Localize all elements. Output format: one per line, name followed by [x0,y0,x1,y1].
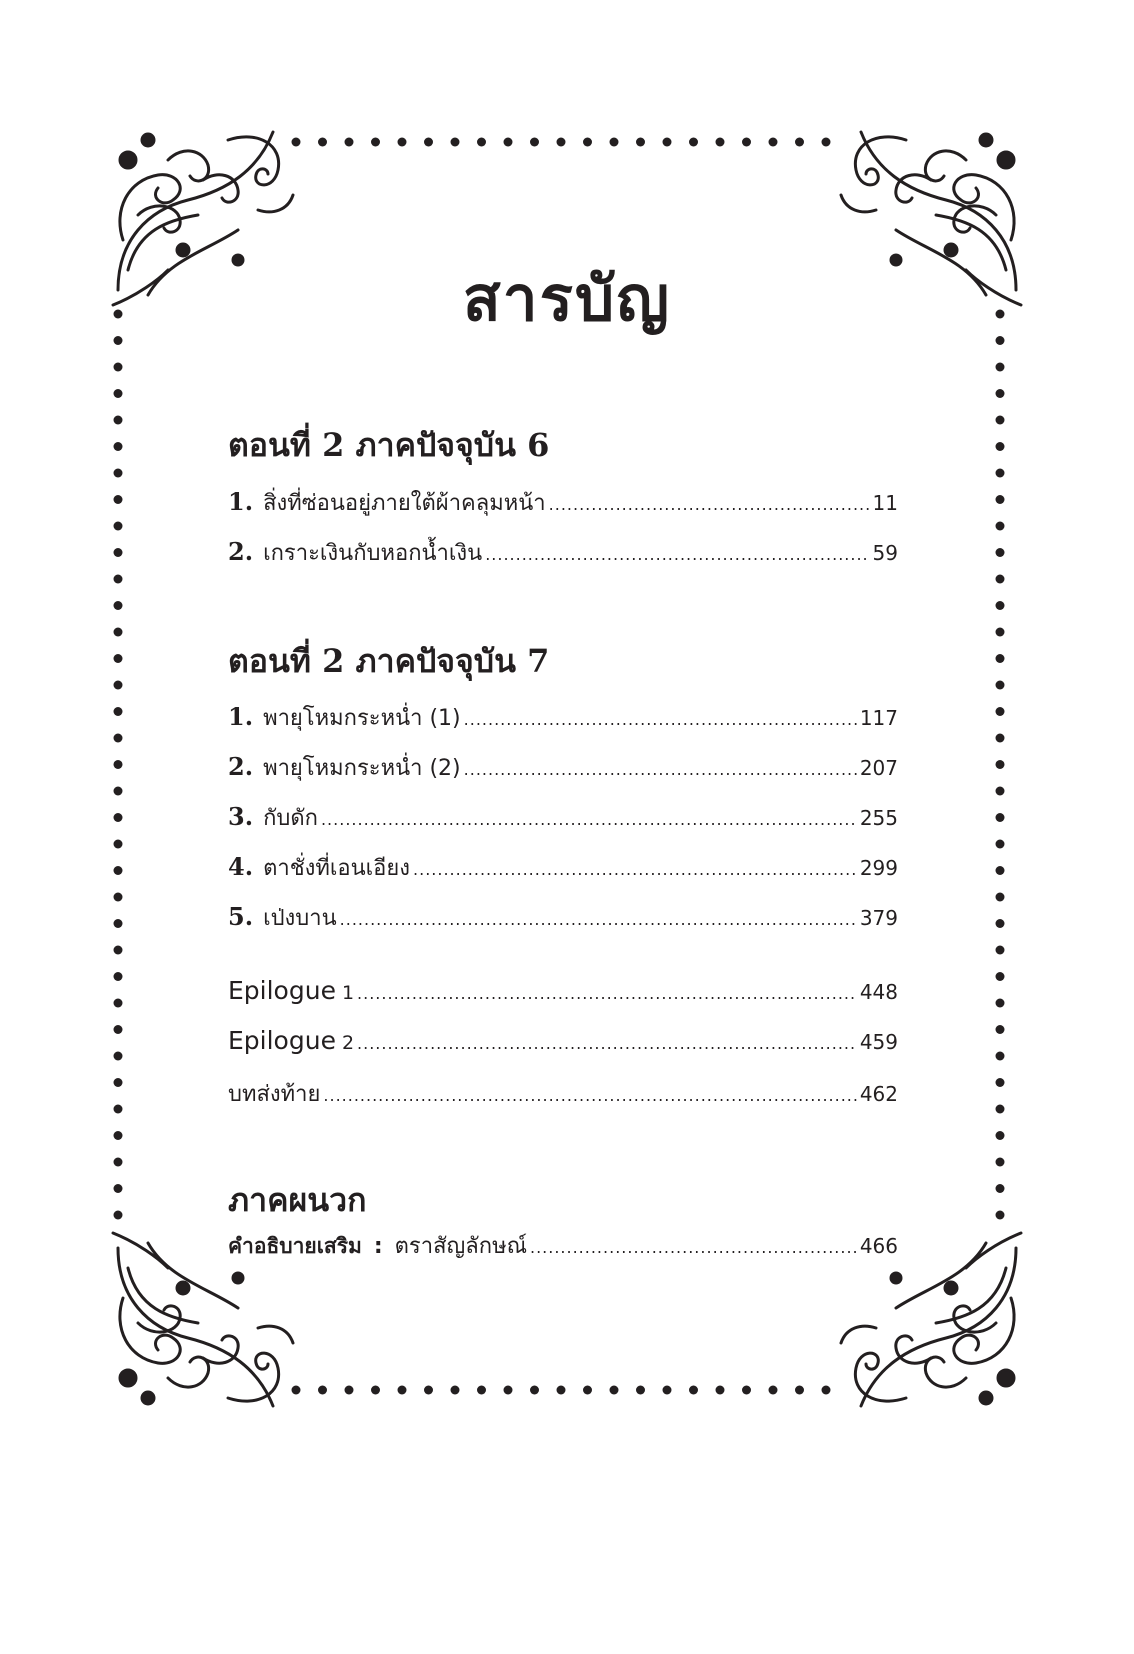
border-dot [996,469,1005,478]
border-dot [996,1131,1005,1140]
border-dot [996,654,1005,663]
border-dot [996,442,1005,451]
border-dot [557,138,566,147]
toc-entry[interactable] [228,1228,898,1262]
border-dot [114,548,123,557]
border-dot [424,138,433,147]
border-dot [996,548,1005,557]
dot-leader [340,910,857,929]
entry-title: พายุโหมกระหน่ำ (2) [263,756,461,781]
border-dot [477,1386,486,1395]
dot-leader [357,984,857,1003]
toc-entry[interactable] [228,700,898,734]
dot-leader [549,495,870,514]
border-dot [114,575,123,584]
entry-title: Epilogue [228,1026,336,1055]
border-dot [742,138,751,147]
border-dot [996,495,1005,504]
border-dot [114,972,123,981]
border-dot [114,654,123,663]
border-dot [114,734,123,743]
border-dot [114,999,123,1008]
border-dot [996,1184,1005,1193]
dot-leader [530,1238,857,1257]
border-dot [742,1386,751,1395]
border-dot [371,138,380,147]
border-dot [114,1211,123,1220]
entry-title: เป่งบาน [263,906,337,931]
border-dot [114,893,123,902]
entry-number: 5. [228,902,254,931]
border-dot [996,363,1005,372]
entry-number: 2. [228,537,254,566]
border-dot [996,628,1005,637]
border-dot [114,866,123,875]
border-dot [610,1386,619,1395]
toc-entry[interactable] [228,750,898,784]
border-dot [114,760,123,769]
toc-entry[interactable] [228,1026,898,1060]
entry-page: 59 [872,541,898,565]
border-dot [114,495,123,504]
dot-leader [464,760,857,779]
border-dot [689,1386,698,1395]
border-dot [996,866,1005,875]
dot-leader [321,810,857,829]
border-dot [583,138,592,147]
border-dot [996,707,1005,716]
entry-page: 448 [859,980,898,1004]
border-dot [398,138,407,147]
entry-number: 3. [228,802,254,831]
entry-page: 255 [859,806,898,830]
border-dot [996,681,1005,690]
border-dot [451,1386,460,1395]
border-dot [996,575,1005,584]
border-dot [114,681,123,690]
border-dot [114,1131,123,1140]
border-dot [451,138,460,147]
border-dot [530,138,539,147]
border-dot [996,1105,1005,1114]
section-heading: ตอนที่ 2 ภาคปัจจุบัน 6 [228,426,550,464]
border-dot [114,787,123,796]
border-dot [636,1386,645,1395]
border-dot [689,138,698,147]
border-dot [114,840,123,849]
toc-entry[interactable] [228,850,898,884]
toc-entry[interactable] [228,800,898,834]
border-dot [530,1386,539,1395]
border-dot [795,1386,804,1395]
entry-title: บทส่งท้าย [228,1082,321,1107]
border-dot [996,787,1005,796]
border-dot [318,1386,327,1395]
border-dot [996,893,1005,902]
entry-page: 207 [859,756,898,780]
entry-title: สิ่งที่ซ่อนอยู่ภายใต้ผ้าคลุมหน้า [263,491,546,516]
entry-page: 117 [859,706,898,730]
border-dot [996,416,1005,425]
border-dot [345,138,354,147]
entry-title: ตราสัญลักษณ์ [394,1234,527,1259]
entry-page: 462 [859,1082,898,1106]
section-heading: ตอนที่ 2 ภาคปัจจุบัน 7 [228,642,550,680]
entry-page: 466 [859,1234,898,1258]
border-dot [769,1386,778,1395]
border-dot [114,919,123,928]
border-dot [583,1386,592,1395]
border-dot [663,1386,672,1395]
border-dot [114,1025,123,1034]
entry-page: 299 [859,856,898,880]
border-dot [996,946,1005,955]
border-dot [996,840,1005,849]
border-dot [114,1184,123,1193]
border-dot [114,813,123,822]
entry-number: 1. [228,702,254,731]
border-dot [996,1211,1005,1220]
border-dot [996,734,1005,743]
border-dot [795,138,804,147]
entry-number: 2 [341,1032,355,1054]
border-dot [398,1386,407,1395]
entry-number: 1 [341,982,355,1004]
border-dot [114,442,123,451]
dot-leader [357,1034,857,1053]
border-dot [114,363,123,372]
entry-page: 459 [859,1030,898,1054]
border-dot [504,1386,513,1395]
entry-title: เกราะเงินกับหอกน้ำเงิน [263,541,483,566]
border-dot [114,469,123,478]
border-dot [663,138,672,147]
border-dot [424,1386,433,1395]
border-dot [114,1052,123,1061]
dot-leader [413,860,857,879]
border-dot [114,1105,123,1114]
border-dot [996,999,1005,1008]
border-dot [557,1386,566,1395]
border-dot [114,628,123,637]
border-dot [371,1386,380,1395]
entry-title: กับดัก [263,806,318,831]
entry-page: 379 [859,906,898,930]
border-dot [345,1386,354,1395]
entry-number: 2. [228,752,254,781]
border-dot [114,416,123,425]
entry-title: Epilogue [228,976,336,1005]
toc-entry[interactable] [228,900,898,934]
entry-page: 11 [872,491,898,515]
border-dot [996,1078,1005,1087]
border-dot [996,813,1005,822]
entry-title: ตาชั่งที่เอนเอียง [263,856,411,881]
border-dot [636,138,645,147]
border-dot [114,522,123,531]
border-dot [769,138,778,147]
border-dot [996,1025,1005,1034]
entry-title: พายุโหมกระหน่ำ (1) [263,706,461,731]
border-dot [996,972,1005,981]
border-dot [996,919,1005,928]
border-dot [477,138,486,147]
border-dot [114,707,123,716]
border-dot [996,1052,1005,1061]
toc-entry[interactable] [228,485,898,519]
border-dot [822,138,831,147]
border-dot [996,389,1005,398]
entry-colon: : [373,1234,383,1259]
section-heading: ภาคผนวก [228,1181,367,1219]
border-dot [114,1078,123,1087]
border-dot [318,138,327,147]
entry-number: 4. [228,852,254,881]
toc-entry[interactable] [228,1076,898,1110]
entry-number: 1. [228,487,254,516]
toc-entry[interactable] [228,976,898,1010]
border-dot [716,138,725,147]
entry-label: คำอธิบายเสริม [228,1234,362,1258]
border-dot [504,138,513,147]
border-dot [114,946,123,955]
border-dot [610,138,619,147]
page-title: สารบัญ [462,262,672,335]
dot-leader [323,1086,856,1105]
border-dot [114,601,123,610]
border-dot [716,1386,725,1395]
dot-leader [464,710,857,729]
border-dot [996,522,1005,531]
border-dot [996,760,1005,769]
border-dot [822,1386,831,1395]
border-dot [114,1158,123,1167]
border-dot [114,389,123,398]
dot-leader [485,545,869,564]
toc-entry[interactable] [228,535,898,569]
border-dot [996,1158,1005,1167]
border-dot [996,601,1005,610]
